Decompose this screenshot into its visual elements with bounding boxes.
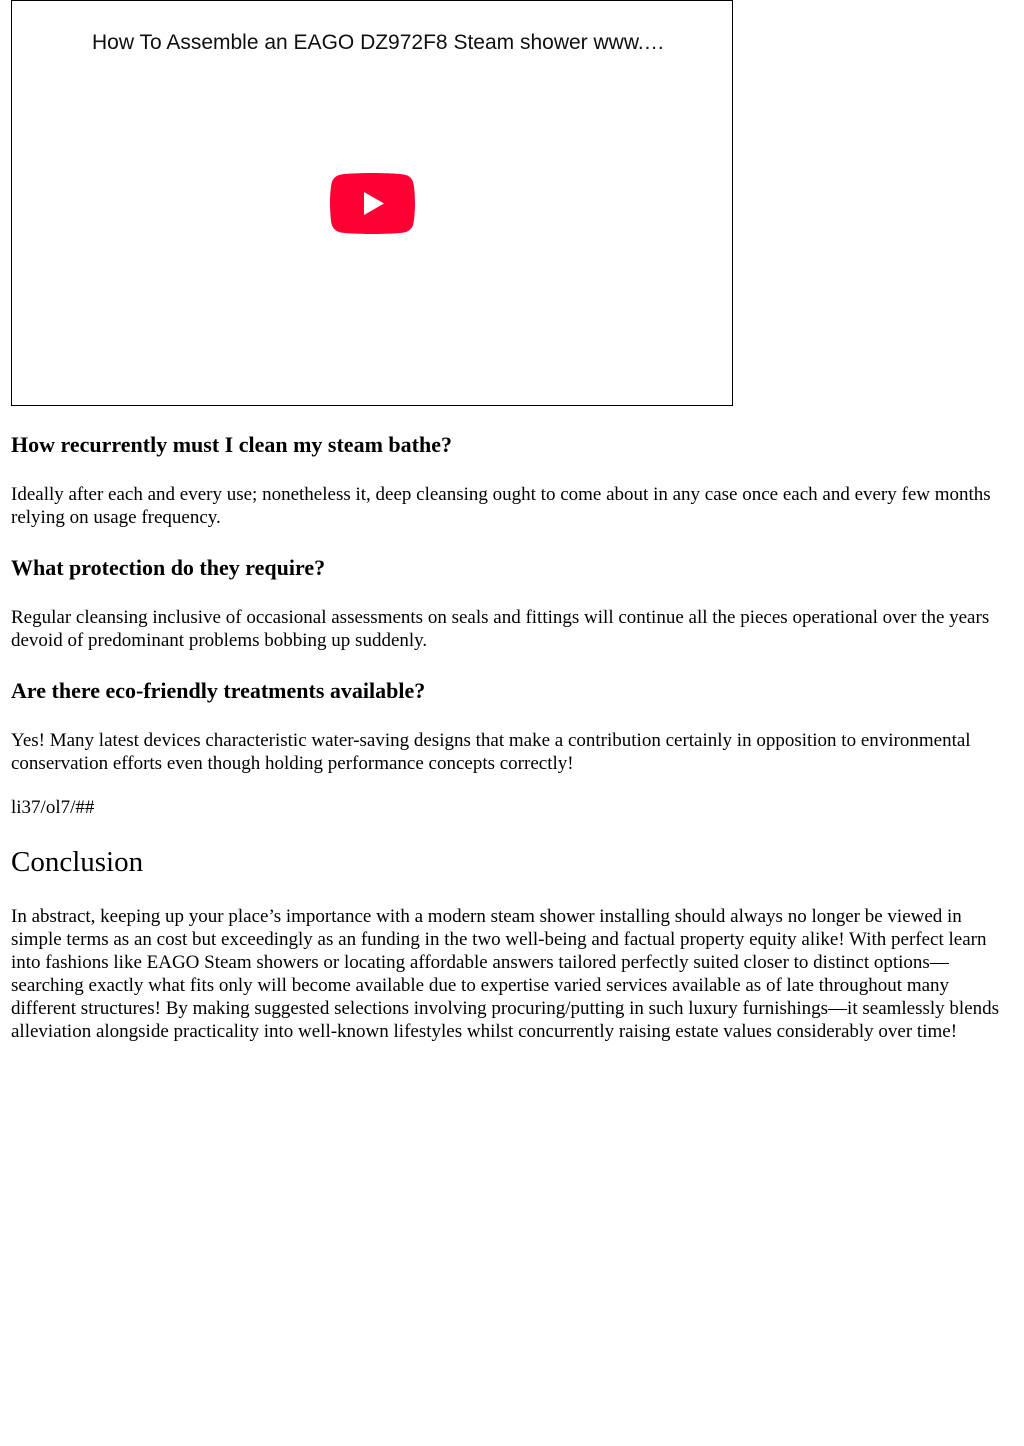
youtube-play-icon [329,173,416,234]
faq-question-3: Are there eco-friendly treatments available? [11,678,426,703]
play-button[interactable] [329,173,416,234]
stray-text: li37/ol7/## [11,797,95,818]
faq-answer-2: Regular cleansing inclusive of occasional assessments on seals and fittings will continue all the pieces operational over the years devoid of predominant problems bobbing up suddenly. [11,607,990,651]
article [11,0,1013,1042]
video-title[interactable]: How To Assemble an EAGO DZ972F8 Steam shower www.… [92,31,665,54]
video-embed[interactable] [11,0,733,406]
faq-answer-1: Ideally after each and every use; nonetheless it, deep cleansing ought to come about in any case once each and every few months relying on usage frequency. [11,484,991,528]
conclusion-paragraph: In abstract, keeping up your place’s importance with a modern steam shower installing should always no longer be viewed in simple terms as an cost but exceedingly as an funding in the two well-being and factual property equity alike! With perfect learn into fashions like EAGO Steam showers or locating affordable answers tailored perfectly suited closer to distinct options—searching exactly what fits only will become available due to expertise varied services available as of late throughout many different structures! By making suggested selections involving procuring/putting in such luxury furnishings—it seamlessly blends alleviation alongside practicality into well-known lifestyles whilst concurrently raising estate values considerably over time! [11,906,1000,1042]
faq-answer-3: Yes! Many latest devices characteristic water-saving designs that make a contribution certainly in opposition to environmental conservation efforts even though holding performance concepts correctly! [11,730,971,774]
faq-question-2: What protection do they require? [11,555,326,580]
conclusion-heading: Conclusion [11,846,144,878]
faq-question-1: How recurrently must I clean my steam bathe? [11,432,452,457]
